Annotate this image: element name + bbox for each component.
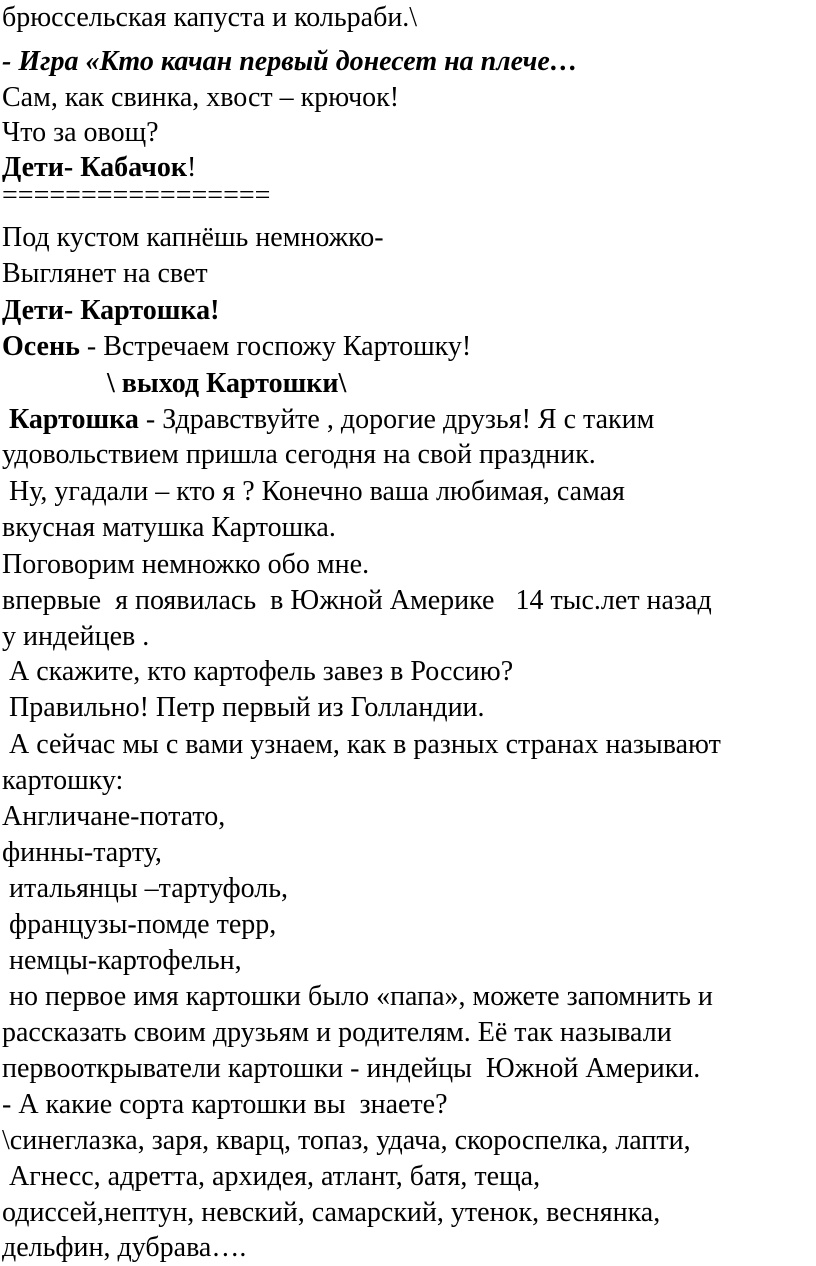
text-line: одиссей,нептун, невский, самарский, утенок, веснянка,: [2, 1197, 661, 1228]
text-line: брюссельская капуста и кольраби.\: [2, 2, 418, 33]
text-line: Правильно! Петр первый из Голландии.: [2, 692, 485, 723]
text-line: первооткрыватели картошки - индейцы Южной Америки.: [2, 1053, 701, 1084]
text-line: Сам, как свинка, хвост – крючок!: [2, 82, 400, 113]
text-line: Что за овощ?: [2, 117, 159, 148]
text-line: А скажите, кто картофель завез в Россию?: [2, 656, 514, 687]
text-line: дельфин, дубрава….: [2, 1232, 247, 1263]
text-line: финны-тарту,: [2, 837, 162, 868]
text-line: французы-помде терр,: [2, 909, 277, 940]
text-line: Агнесс, адретта, архидея, атлант, батя, теща,: [2, 1161, 541, 1192]
text-line: Выглянет на свет: [2, 258, 208, 289]
speaker-line: [2, 329, 816, 365]
speaker-label: Картошка: [2, 404, 139, 435]
text-line: вкусная матушка Картошка.: [2, 512, 336, 543]
text-line: впервые я появилась в Южной Америке 14 тыс.лет назад: [2, 585, 712, 616]
separator-line: =================: [2, 180, 271, 211]
speaker-label: Дети- Кабачок: [2, 152, 187, 183]
speech-text: !: [186, 152, 197, 183]
text-line: картошку:: [2, 765, 124, 796]
text-line: А сейчас мы с вами узнаем, как в разных странах называют: [2, 729, 721, 760]
game-heading: - Игра «Кто качан первый донесет на плече…: [2, 46, 578, 77]
speech-text: - Встречаем госпожу Картошку!: [79, 331, 472, 362]
speech-text: - Здравствуйте , дорогие друзья! Я с таким: [138, 404, 655, 435]
text-line: у индейцев .: [2, 621, 150, 652]
text-line: Под кустом капнёшь немножко-: [2, 222, 384, 253]
text-line: Англичане-потато,: [2, 801, 226, 832]
stage-direction: \ выход Картошки\: [2, 368, 347, 399]
text-line: \синеглазка, заря, кварц, топаз, удача, скороспелка, лапти,: [2, 1125, 691, 1156]
text-line: но первое имя картошки было «папа», можете запомнить и: [2, 981, 713, 1012]
text-line: - А какие сорта картошки вы знаете?: [2, 1089, 448, 1120]
speaker-label: Осень: [2, 331, 80, 362]
text-line: итальянцы –тартуфоль,: [2, 873, 288, 904]
text-line: Ну, угадали – кто я ? Конечно ваша любимая, самая: [2, 476, 625, 507]
text-line: удовольствием пришла сегодня на свой праздник.: [2, 439, 596, 470]
speaker-line: Дети- Картошка!: [2, 295, 220, 326]
text-line: рассказать своим друзьям и родителям. Её так называли: [2, 1017, 672, 1048]
text-line: немцы-картофельн,: [2, 945, 242, 976]
text-line: Поговорим немножко обо мне.: [2, 549, 370, 580]
speaker-line: [2, 402, 816, 438]
